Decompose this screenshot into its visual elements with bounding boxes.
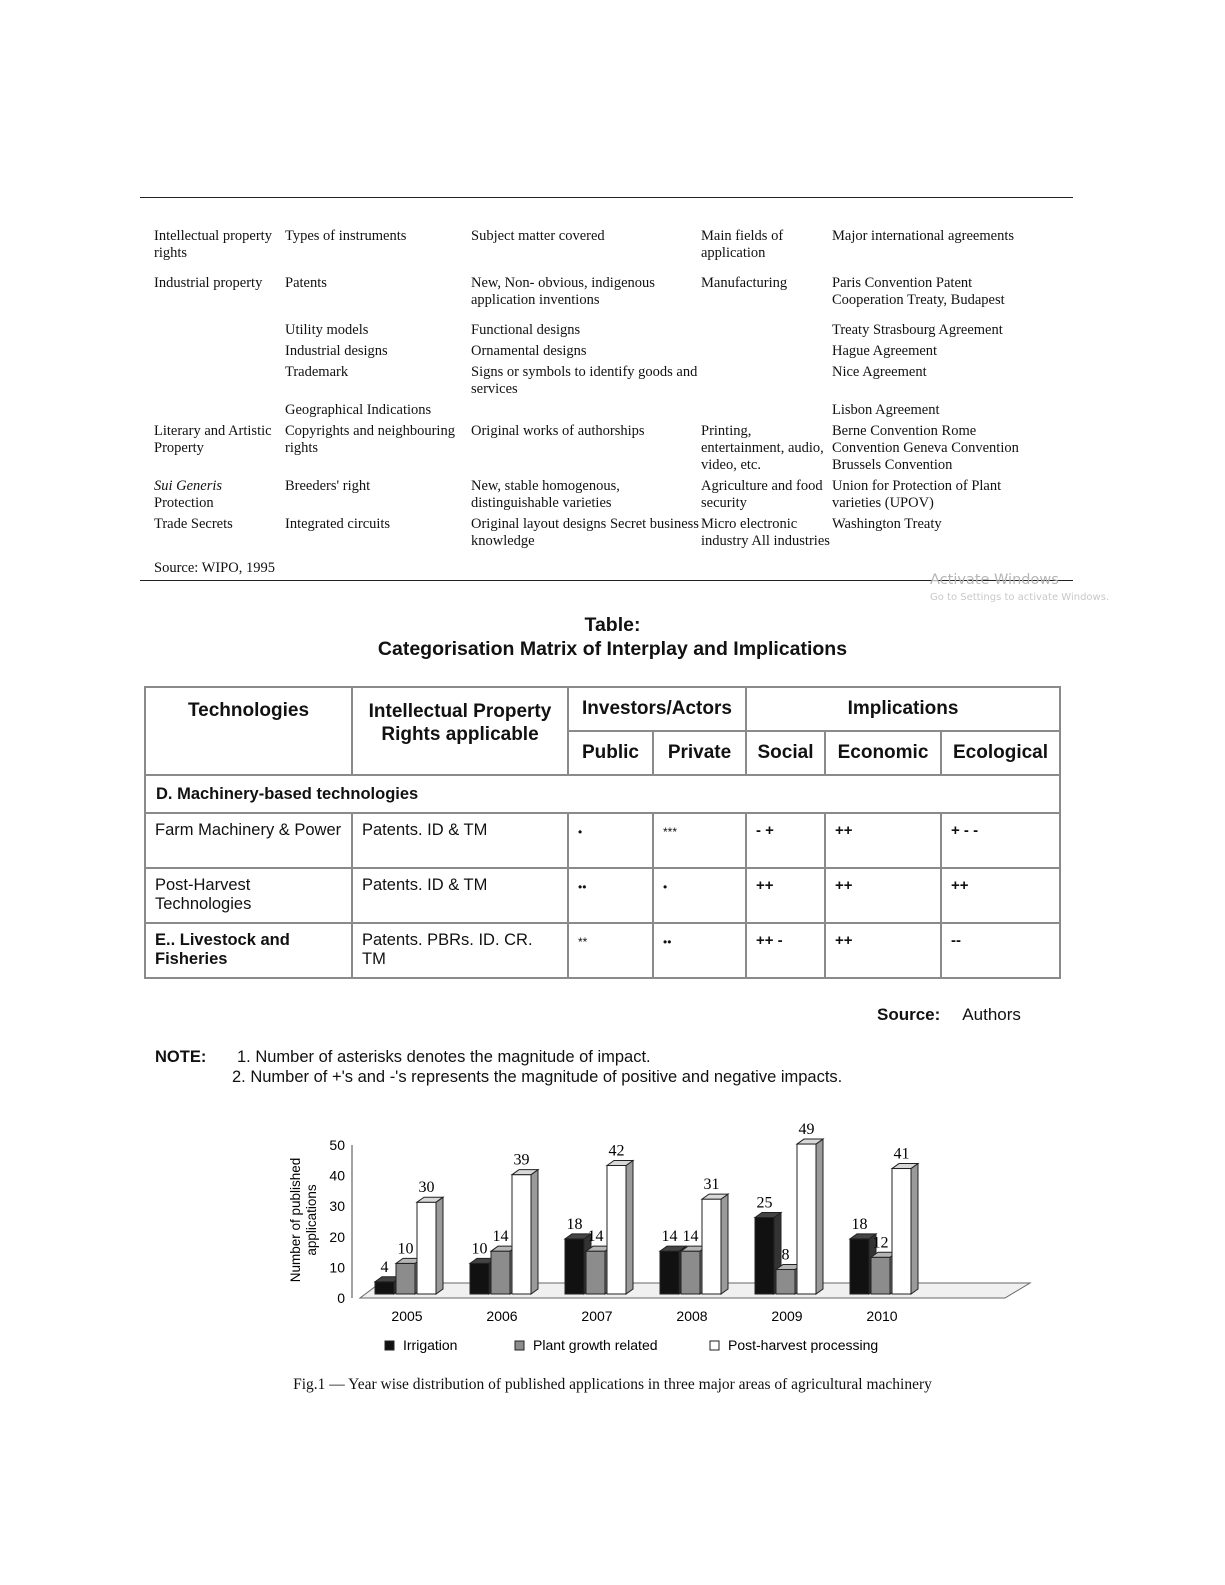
- ecological-cell: --: [941, 923, 1060, 978]
- bar-side: [626, 1160, 633, 1294]
- ecological-cell: ++: [941, 868, 1060, 923]
- data-label: 8: [781, 1246, 790, 1264]
- ipr-cell: Union for Protection of Plant varieties (UPOV): [832, 478, 1002, 511]
- bar-side: [721, 1194, 728, 1294]
- legend-swatch: [515, 1341, 524, 1350]
- activate-windows-watermark: Activate Windows: [930, 572, 1059, 588]
- bar: [470, 1263, 489, 1294]
- ipr-cell: Signs or symbols to identify goods and services: [471, 364, 698, 397]
- legend-label: Irrigation: [403, 1337, 458, 1353]
- ipr-source: Source: WIPO, 1995: [154, 560, 275, 576]
- bar: [871, 1257, 890, 1294]
- y-axis-label: Number of publishedapplications: [288, 1157, 319, 1283]
- header-investors: Investors/Actors: [568, 687, 746, 731]
- ipr-cell: Industrial designs: [285, 343, 388, 359]
- activate-windows-subtext: Go to Settings to activate Windows.: [930, 592, 1110, 603]
- figure-caption: Fig.1 — Year wise distribution of published applications in three major areas of agricultural machinery: [293, 1376, 932, 1393]
- table-row: [154, 402, 1047, 423]
- bar: [565, 1239, 584, 1294]
- ipr-cell: Original works of authorships: [471, 423, 645, 439]
- economic-cell: ++: [825, 923, 941, 978]
- bar: [702, 1199, 721, 1294]
- ipr-cell: [701, 343, 832, 364]
- ipr-cell: Patents: [285, 275, 327, 291]
- bar-side: [531, 1170, 538, 1294]
- ipr-applicable-cell: Patents. ID & TM: [352, 813, 568, 868]
- matrix-table: [144, 686, 1061, 979]
- ipr-cell: Copyrights and neighbouring rights: [285, 423, 455, 456]
- data-label: 39: [513, 1151, 530, 1169]
- ipr-cell: Agriculture and food security: [701, 478, 823, 511]
- ipr-cell: [154, 402, 285, 423]
- ipr-applicable-cell: Patents. ID & TM: [352, 868, 568, 923]
- table-row: [145, 813, 1060, 868]
- data-label: 14: [492, 1228, 509, 1246]
- header-public: Public: [568, 731, 653, 775]
- ipr-header-row: [154, 228, 1047, 275]
- bar: [660, 1251, 679, 1294]
- data-label: 18: [566, 1215, 583, 1233]
- matrix-note: [155, 1047, 842, 1087]
- ipr-cell: Washington Treaty: [832, 516, 942, 532]
- ipr-cell: Integrated circuits: [285, 516, 391, 532]
- ecological-cell: + - -: [941, 813, 1060, 868]
- y-tick-label: 20: [329, 1228, 345, 1245]
- y-tick-label: 50: [329, 1137, 345, 1153]
- chart-legend: [385, 1337, 878, 1353]
- table-row: [154, 275, 1047, 322]
- ipr-cell: Printing, entertainment, audio, video, etc.: [701, 423, 824, 473]
- ipr-cell: Hague Agreement: [832, 343, 938, 359]
- ipr-table-block: [140, 197, 1073, 581]
- table-row: [145, 868, 1060, 923]
- ipr-cell: [471, 402, 701, 423]
- bar-side: [816, 1139, 823, 1294]
- data-label: 14: [587, 1228, 604, 1246]
- x-tick-label: 2005: [391, 1308, 423, 1324]
- economic-cell: ++: [825, 813, 941, 868]
- data-label: 41: [893, 1145, 910, 1163]
- ipr-cell: [701, 402, 832, 423]
- x-tick-label: 2006: [486, 1308, 518, 1324]
- x-tick-label: 2009: [771, 1308, 803, 1324]
- matrix-title-label: Table:: [584, 614, 641, 636]
- applications-bar-chart: [270, 1110, 960, 1372]
- social-cell: ++ -: [746, 923, 825, 978]
- note-text-1: 1. Number of asterisks denotes the magnitude of impact.: [237, 1048, 651, 1066]
- data-label: 4: [380, 1258, 389, 1276]
- data-label: 30: [418, 1179, 435, 1197]
- bar: [417, 1202, 436, 1294]
- public-cell: •: [568, 813, 653, 868]
- public-cell: ••: [568, 868, 653, 923]
- matrix-source: [877, 1005, 1021, 1025]
- bar: [375, 1282, 394, 1294]
- data-label: 49: [798, 1121, 815, 1139]
- tech-cell: Post-Harvest Technologies: [145, 868, 352, 923]
- private-cell: •: [653, 868, 746, 923]
- ipr-cell: Functional designs: [471, 322, 581, 338]
- data-label: 10: [471, 1240, 488, 1258]
- ipr-header-cell: Intellectual property rights: [154, 228, 272, 261]
- bar: [797, 1144, 816, 1294]
- chart-data-labels: [381, 1121, 910, 1276]
- ipr-cell: Ornamental designs: [471, 343, 587, 359]
- y-tick-label: 30: [329, 1198, 345, 1215]
- x-tick-label: 2007: [581, 1308, 613, 1324]
- ipr-header-cell: Types of instruments: [285, 228, 407, 244]
- ipr-cell: Utility models: [285, 322, 369, 338]
- ipr-cell: Nice Agreement: [832, 364, 927, 380]
- economic-cell: ++: [825, 868, 941, 923]
- ipr-cell: [154, 478, 285, 516]
- table-row: [154, 478, 1047, 516]
- bar: [681, 1251, 700, 1294]
- y-tick-label: 40: [329, 1167, 345, 1184]
- ipr-cell: Micro electronic industry All industries: [701, 516, 830, 549]
- ipr-table: [154, 228, 1047, 550]
- ipr-cell: [154, 343, 285, 364]
- ipr-cell: Manufacturing: [701, 275, 788, 291]
- note-label: NOTE:: [155, 1048, 207, 1066]
- ipr-cell: Literary and Artistic Property: [154, 423, 272, 456]
- legend-label: Plant growth related: [533, 1337, 658, 1353]
- source-label: Source:: [877, 1005, 941, 1024]
- table-row: [154, 364, 1047, 402]
- ipr-cell-text: Protection: [154, 495, 214, 511]
- ipr-cell: [701, 322, 832, 343]
- ipr-cell: Trade Secrets: [154, 516, 233, 532]
- private-cell: ••: [653, 923, 746, 978]
- ipr-header-cell: Major international agreements: [832, 228, 1014, 244]
- ipr-cell: Berne Convention Rome Convention Geneva Convention Brussels Convention: [832, 423, 1019, 473]
- table-row: [154, 423, 1047, 478]
- social-cell: ++: [746, 868, 825, 923]
- header-implications: Implications: [746, 687, 1060, 731]
- top-rule: [140, 197, 1073, 198]
- bar-side: [436, 1197, 443, 1294]
- ipr-cell: New, stable homogenous, distinguishable varieties: [471, 478, 620, 511]
- table-row: [154, 516, 1047, 550]
- bar: [776, 1270, 795, 1294]
- ipr-cell: New, Non- obvious, indigenous application inventions: [471, 275, 655, 308]
- bar: [586, 1251, 605, 1294]
- ipr-italic-text: Sui Generis: [154, 478, 223, 494]
- x-tick-label: 2010: [866, 1308, 898, 1324]
- data-label: 42: [608, 1142, 625, 1160]
- bar: [755, 1218, 774, 1295]
- y-tick-label: 0: [337, 1290, 345, 1306]
- table-row: [154, 343, 1047, 364]
- legend-label: Post-harvest processing: [728, 1337, 879, 1353]
- bar: [512, 1175, 531, 1294]
- source-value: Authors: [962, 1005, 1021, 1024]
- ipr-header-cell: Main fields of application: [701, 228, 784, 261]
- bar-side: [911, 1164, 918, 1294]
- header-ecological: Ecological: [941, 731, 1060, 775]
- bar: [396, 1263, 415, 1294]
- note-line-1: [155, 1047, 842, 1067]
- data-label: 14: [682, 1228, 699, 1246]
- chart-axes: [288, 1137, 1030, 1324]
- data-label: 31: [703, 1176, 720, 1194]
- ipr-cell: Lisbon Agreement: [832, 402, 940, 418]
- ipr-cell: [154, 322, 285, 343]
- private-cell: ***: [653, 813, 746, 868]
- header-social: Social: [746, 731, 825, 775]
- data-label: 12: [872, 1234, 889, 1252]
- data-label: 14: [661, 1228, 678, 1246]
- data-label: 10: [397, 1240, 414, 1258]
- ipr-cell: [154, 364, 285, 402]
- ipr-cell: Original layout designs Secret business knowledge: [471, 516, 699, 549]
- legend-swatch: [710, 1341, 719, 1350]
- ipr-cell: Geographical Indications: [285, 402, 432, 418]
- bar: [491, 1251, 510, 1294]
- data-label: 25: [756, 1194, 773, 1212]
- social-cell: - +: [746, 813, 825, 868]
- matrix-header-row: [145, 687, 1060, 731]
- ipr-cell: Trademark: [285, 364, 349, 380]
- ipr-header-cell: Subject matter covered: [471, 228, 605, 244]
- bar: [892, 1169, 911, 1294]
- x-tick-label: 2008: [676, 1308, 708, 1324]
- section-row: [145, 775, 1060, 813]
- legend-swatch: [385, 1341, 394, 1350]
- tech-cell: E.. Livestock and Fisheries: [145, 923, 352, 978]
- y-tick-label: 10: [329, 1259, 345, 1276]
- chart-bars: [375, 1139, 918, 1294]
- ipr-cell: Industrial property: [154, 275, 263, 291]
- bar: [607, 1165, 626, 1294]
- tech-cell: Farm Machinery & Power: [145, 813, 352, 868]
- header-economic: Economic: [825, 731, 941, 775]
- header-ipr: Intellectual Property Rights applicable: [352, 687, 568, 775]
- note-text-2: 2. Number of +'s and -'s represents the magnitude of positive and negative impacts.: [232, 1068, 843, 1086]
- matrix-title: Categorisation Matrix of Interplay and Implications: [377, 638, 848, 660]
- section-machinery: D. Machinery-based technologies: [145, 775, 1060, 813]
- header-private: Private: [653, 731, 746, 775]
- header-technologies: Technologies: [145, 687, 352, 775]
- ipr-applicable-cell: Patents. PBRs. ID. CR. TM: [352, 923, 568, 978]
- bar: [850, 1239, 869, 1294]
- ipr-cell: Breeders' right: [285, 478, 371, 494]
- data-label: 18: [851, 1215, 868, 1233]
- ipr-cell: Paris Convention Patent Cooperation Treaty, Budapest: [832, 275, 1005, 308]
- public-cell: **: [568, 923, 653, 978]
- table-row: [145, 923, 1060, 978]
- ipr-cell: [701, 364, 832, 402]
- ipr-cell: Treaty Strasbourg Agreement: [832, 322, 1003, 338]
- table-row: [154, 322, 1047, 343]
